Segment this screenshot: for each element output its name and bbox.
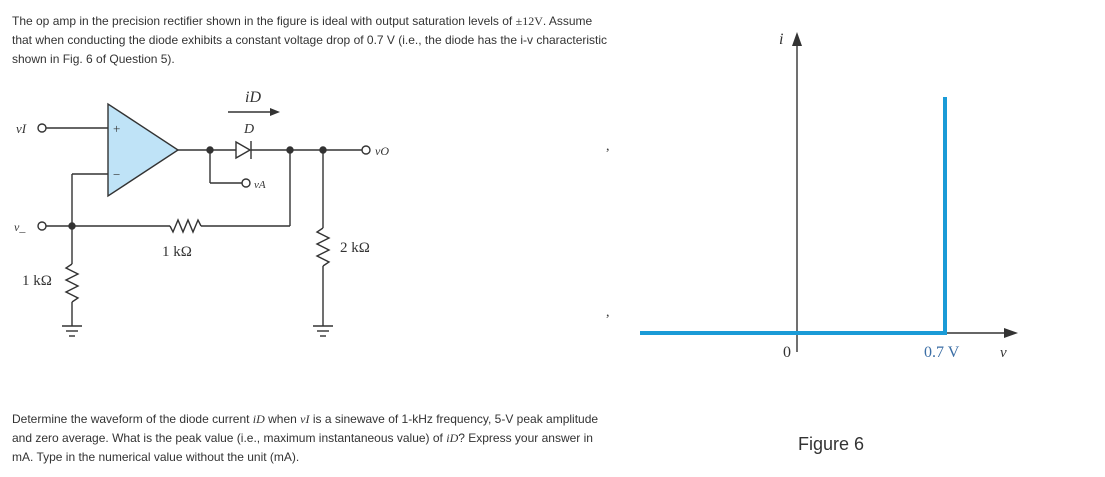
- label-d: D: [244, 122, 255, 137]
- intro-text-1: The op amp in the precision rectifier shown in the figure is ideal with output saturation levels of: [12, 14, 516, 28]
- question-text-4: ? Express your answer in mA. Type in the numerical value without the unit (mA).: [12, 431, 593, 464]
- question-var-id-2: iD: [446, 431, 459, 445]
- label-vminus: v_: [14, 220, 26, 234]
- iv-x-arrow: [1004, 328, 1018, 338]
- label-r-ground: 1 kΩ: [22, 273, 52, 289]
- circuit-diagram: [38, 104, 370, 336]
- iv-graph: [640, 31, 1018, 361]
- iv-y-arrow: [792, 32, 802, 46]
- ground-resistor: [66, 264, 78, 302]
- id-arrow-head: [270, 108, 280, 116]
- saturation-levels: ±12V: [515, 14, 543, 28]
- va-terminal: [242, 179, 250, 187]
- stray-mark-1: ,: [606, 139, 610, 154]
- load-resistor: [317, 228, 329, 266]
- intro-text-2: . Assume that when conducting the diode exhibits a constant voltage drop of 0.7 V (i.e., the diode has the i-v characteristic shown in Fig. 6 of Question 5).: [12, 14, 608, 66]
- circuit-labels: [14, 89, 389, 289]
- opamp-triangle: [108, 104, 178, 196]
- iv-origin-label: 0: [783, 344, 791, 361]
- vi-terminal: [38, 124, 46, 132]
- problem-question: [12, 410, 612, 467]
- label-id: iD: [245, 89, 261, 106]
- feedback-resistor: [170, 220, 201, 232]
- iv-x-label: v: [1000, 345, 1007, 361]
- diode-symbol: [236, 142, 250, 158]
- question-var-vi: vI: [300, 412, 310, 426]
- opamp-minus-sign: −: [113, 167, 121, 182]
- question-var-id-1: iD: [252, 412, 265, 426]
- vminus-terminal: [38, 222, 46, 230]
- label-vo: vO: [375, 144, 389, 158]
- label-va: vA: [254, 179, 266, 191]
- question-text-3: is a sinewave of 1-kHz frequency, 5-V peak amplitude and zero average. What is the peak value (i.e., maximum instantaneous value) of: [12, 412, 599, 445]
- opamp-plus-sign: +: [113, 121, 121, 136]
- label-r-feedback: 1 kΩ: [162, 244, 192, 260]
- vo-terminal: [362, 146, 370, 154]
- stray-mark-2: ,: [606, 305, 610, 320]
- figure-caption: Figure 6: [798, 434, 865, 454]
- question-text-2: when: [264, 412, 301, 426]
- iv-curve: [640, 97, 945, 333]
- label-vi: vI: [16, 121, 27, 136]
- label-r-load: 2 kΩ: [340, 240, 370, 256]
- iv-y-label: i: [779, 31, 784, 48]
- iv-knee-label: 0.7 V: [924, 344, 960, 361]
- question-text-1: Determine the waveform of the diode current: [12, 412, 253, 426]
